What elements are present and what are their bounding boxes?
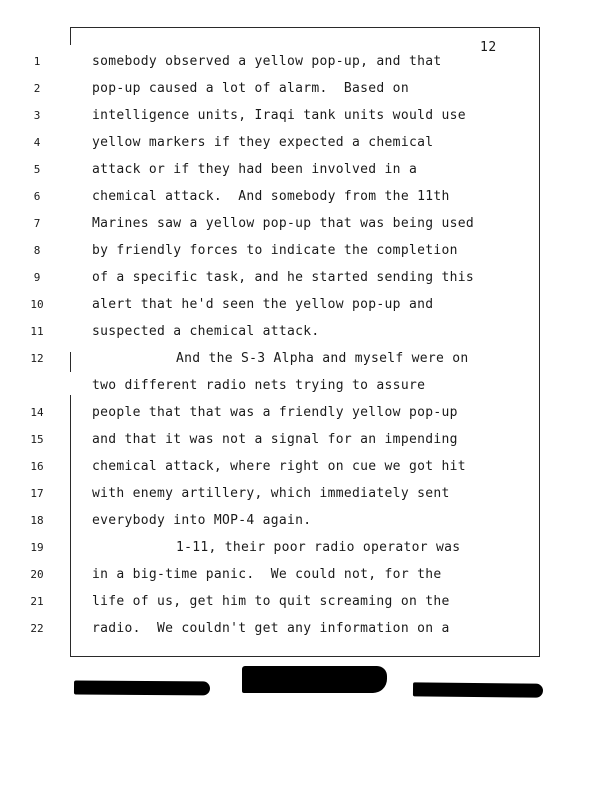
line-number: 9 (33, 271, 41, 284)
transcript-line: radio. We couldn't get any information on a (92, 621, 450, 636)
transcript-line: suspected a chemical attack. (92, 324, 320, 339)
line-number: 21 (30, 595, 44, 608)
redaction-bar-right (413, 682, 543, 697)
transcript-line: by friendly forces to indicate the completion (92, 243, 458, 258)
line-number: 7 (33, 217, 41, 230)
left-margin-rule-upper (70, 352, 71, 372)
line-number: 20 (30, 568, 44, 581)
transcript-line: And the S-3 Alpha and myself were on (176, 351, 469, 366)
left-margin-rule-lower (70, 395, 71, 657)
transcript-line: Marines saw a yellow pop-up that was being used (92, 216, 474, 231)
line-number: 12 (30, 352, 44, 365)
transcript-line: 1-11, their poor radio operator was (176, 540, 461, 555)
line-number: 8 (33, 244, 41, 257)
line-number: 19 (30, 541, 44, 554)
line-number: 4 (33, 136, 41, 149)
line-number: 2 (33, 82, 41, 95)
transcript-line: yellow markers if they expected a chemical (92, 135, 434, 150)
transcript-line: pop-up caused a lot of alarm. Based on (92, 81, 409, 96)
page-number: 12 (480, 40, 497, 55)
line-number: 5 (33, 163, 41, 176)
line-number: 10 (30, 298, 44, 311)
transcript-line: everybody into MOP-4 again. (92, 513, 312, 528)
redaction-bar-left (74, 681, 210, 696)
line-number: 15 (30, 433, 44, 446)
transcript-line: attack or if they had been involved in a (92, 162, 418, 177)
transcript-line: of a specific task, and he started sending this (92, 270, 474, 285)
redaction-bar-center (242, 666, 387, 693)
transcript-line: intelligence units, Iraqi tank units would use (92, 108, 466, 123)
transcript-line: somebody observed a yellow pop-up, and that (92, 54, 442, 69)
transcript-line: chemical attack. And somebody from the 11th (92, 189, 450, 204)
line-number: 6 (33, 190, 41, 203)
transcript-line: and that it was not a signal for an impending (92, 432, 458, 447)
transcript-line: chemical attack, where right on cue we got hit (92, 459, 466, 474)
transcript-line: alert that he'd seen the yellow pop-up and (92, 297, 434, 312)
line-number: 3 (33, 109, 41, 122)
line-number: 22 (30, 622, 44, 635)
line-number: 11 (30, 325, 44, 338)
line-number: 14 (30, 406, 44, 419)
transcript-line: two different radio nets trying to assure (92, 378, 426, 393)
transcript-line: life of us, get him to quit screaming on the (92, 594, 450, 609)
line-number: 16 (30, 460, 44, 473)
line-number: 17 (30, 487, 44, 500)
transcript-line: in a big-time panic. We could not, for the (92, 567, 442, 582)
transcript-line: people that that was a friendly yellow pop-up (92, 405, 458, 420)
transcript-line: with enemy artillery, which immediately sent (92, 486, 450, 501)
left-margin-rule-top (70, 27, 71, 45)
line-number: 18 (30, 514, 44, 527)
line-number: 1 (33, 55, 41, 68)
